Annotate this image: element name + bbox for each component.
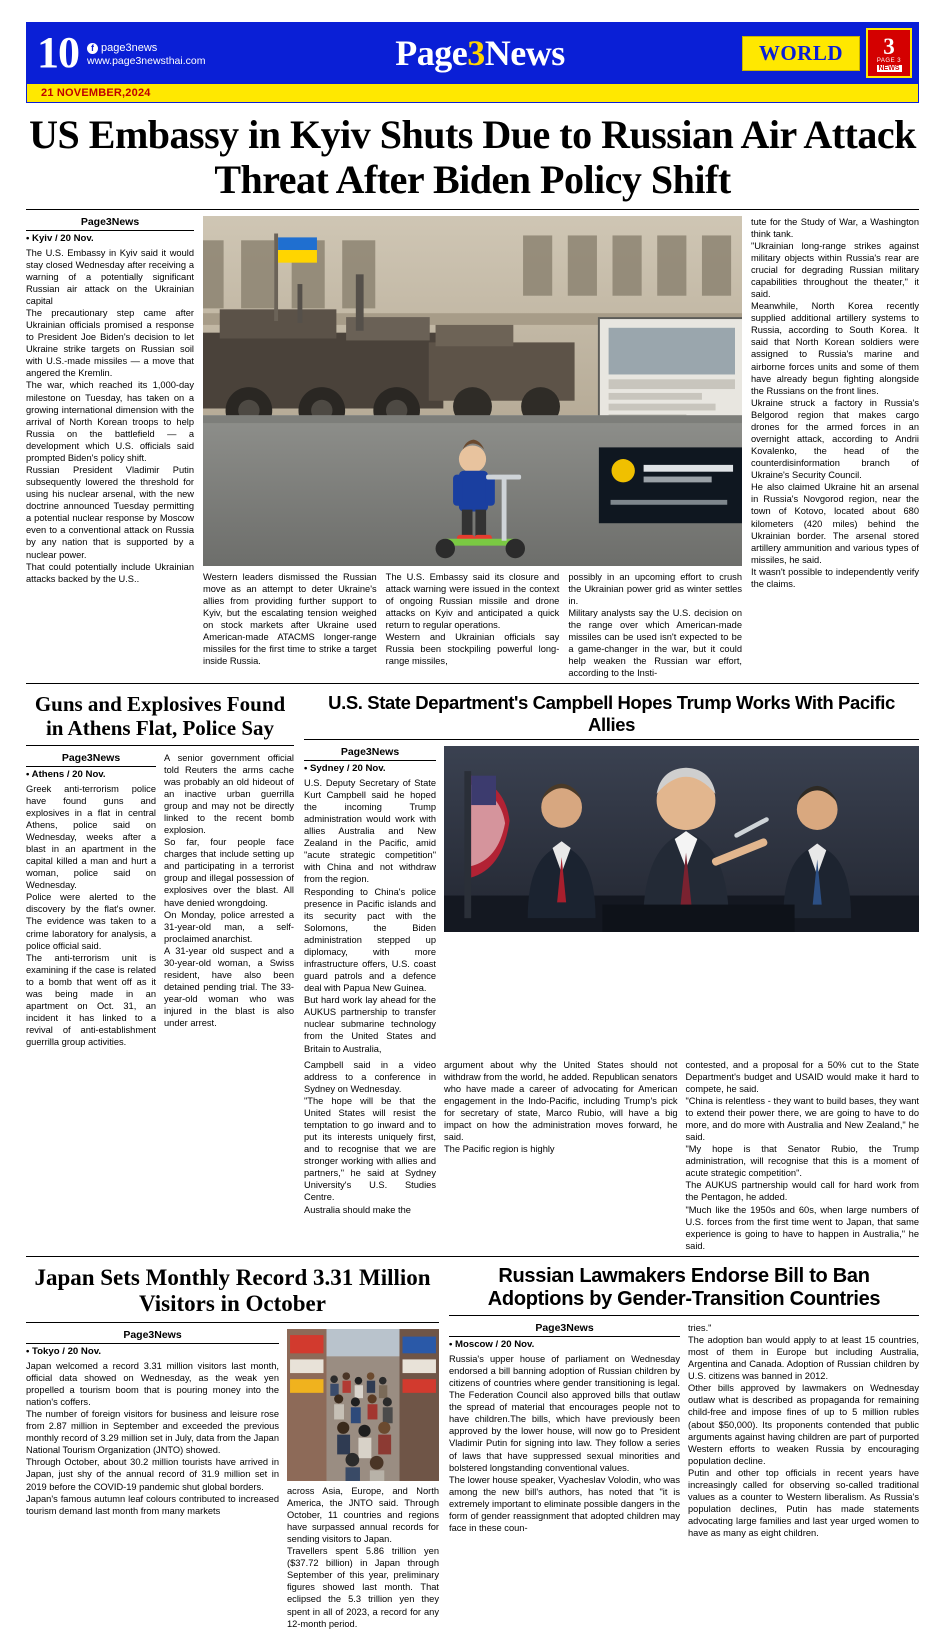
paper-title-num: 3 [467,33,485,73]
paragraph: Other bills approved by lawmakers on Wednesday outlaw what is described as propaganda for remaining child-free and impose fines of up to 5 million rubles (about $50,000). Its proponents contended that public arguments against having children are part of purported Western efforts to weaken Russia by encouraging population decline. [688,1383,919,1466]
paragraph: A senior government official told Reuters the arms cache was probably an old hideout of an inactive urban guerrilla group and may not be directly linked to the recent bomb explosion. [164,752,294,836]
paragraph: U.S. Deputy Secretary of State Kurt Campbell said he hoped the incoming Trump administration would work with allies Australia and New Zealand in the Pacific, amid "acute strategic competition" with China and not withdraw from the region. [304,777,436,885]
paragraph: Responding to China's police presence in Pacific islands and its security pact with the Solomons, the Biden administration stepped up diplomacy, with more infrastructure offers, U.S. coast guard patrols and a defence deal with Papua New Guinea. [304,886,436,994]
paragraph: Police were alerted to the discovery by the flat's owner. The evidence was taken to a crime laboratory for analysis, a police official said. [26,892,156,951]
divider [449,1315,919,1316]
section-tag: WORLD [742,36,860,71]
campbell-lower-col-3 [686,1059,920,1252]
lead-sub-col-2 [386,571,560,680]
paragraph: The adoption ban would apply to at least 15 countries, most of them in Europe but including Australia, Argentina and Canada. Adoption of Russian children by U.S. citizens was banned in 2012. [688,1334,919,1382]
paragraph: Greek anti-terrorism police have found guns and explosives in a flat in central Athens, police said on Wednesday, weeks after a blast in an apartment in the capital killed a man and hurt a woman, police said on Wednesday. [26,783,156,891]
lead-body-left [26,247,194,585]
campbell-lower-columns [304,1059,919,1252]
campbell-story [304,692,919,1252]
athens-story [26,692,294,1252]
masthead-center [242,23,718,83]
paragraph: That could potentially include Ukrainian attacks backed by the U.S.. [26,561,194,584]
japan-photo [287,1329,439,1481]
paragraph: The AUKUS partnership would call for hard work from the Pentagon, he added. [685,1180,919,1203]
athens-headline: Guns and Explosives Found in Athens Flat, Police Say [34,692,286,741]
divider [26,209,919,210]
japan-headline: Japan Sets Monthly Record 3.31 Million Visitors in October [34,1264,431,1317]
masthead [26,22,919,84]
masthead-right [718,23,918,83]
lead-headline: US Embassy in Kyiv Shuts Due to Russian Air Attack Threat After Biden Policy Shift [29,112,916,202]
lead-right-column [751,216,919,680]
byline-location: • Athens / 20 Nov. [26,768,106,780]
paragraph: "My hope is that Senator Rubio, the Trump administration, will recognise that this is a moment of acute strategic competition". [685,1144,919,1179]
byline-location: • Moscow / 20 Nov. [449,1338,535,1350]
lead-left-column [26,216,194,680]
byline-location: • Kyiv / 20 Nov. [26,232,94,244]
paragraph: possibly in an upcoming effort to crush the Ukrainian power grid as winter settles in. [568,571,742,606]
campbell-photo-wrap [444,746,919,1055]
divider [304,739,919,740]
paragraph: A 31-year old suspect and a 30-year-old woman, a Swiss resident, have also been detained pending trial. The 33-year-old woman who was injured in the blast is also under arrest. [164,945,294,1029]
lead-center-column [203,216,742,680]
paragraph: So far, four people face charges that include setting up and participating in a terrorist group and illegal possession of explosives over the blast. All have denied wrongdoing. [164,837,294,908]
divider [26,1322,439,1323]
paragraph: Military analysts say the U.S. decision on the range over which American-made missiles can be used isn't expected to be a game-changer in the war, but it could help weaken the Russian war effort, according to the Insti- [568,607,742,679]
paragraph: Japan's famous autumn leaf colours contributed to increased tourism demand last month from many markets [26,1493,279,1516]
paragraph: Through October, about 30.2 million tourists have arrived in Japan, just shy of the annual record of 31.9 million set in 2019 before the COVID-19 pandemic shut global borders. [26,1457,279,1492]
masthead-site-info [87,38,205,69]
masthead-left [27,23,242,83]
date-bar [26,84,919,103]
campbell-col-1 [304,746,436,1055]
paragraph: Australia should make the [304,1204,411,1215]
russia-col-1 [449,1322,680,1539]
facebook-icon: f [87,43,98,54]
russia-adoption-headline: Russian Lawmakers Endorse Bill to Ban Adoptions by Gender-Transition Countries [487,1264,881,1310]
logo-news-label: NEWS [878,64,900,72]
athens-col-2 [164,752,294,1049]
divider [26,1256,919,1257]
paragraph: "Much like the 1950s and 60s, when large numbers of U.S. forces from the first time went to Japan, that same experience is going to have to happen in Australia," he said. [685,1204,919,1251]
social-handle: page3news [101,41,158,54]
byline [26,216,194,244]
byline-source: Page3News [340,745,400,758]
byline-location: • Tokyo / 20 Nov. [26,1345,101,1357]
paragraph: Meanwhile, North Korea recently supplied additional artillery systems to Russia, according to South Korea. It said that North Korean soldiers were assigned to Russia's marine and airborne forces units and some of them have already begun fighting alongside the Russians on the front lines. [751,301,919,396]
paragraph: The U.S. Embassy said its closure and attack warning were issued in the context of ongoing Russian missile and drone attacks on Kyiv and anticipated a quick return to regular operations. [385,571,560,630]
paragraph: Japan welcomed a record 3.31 million visitors last month, official data showed on Wednesday, as the weak yen propelled a tourism boom that is pouring money into the nation's coffers. [26,1360,279,1407]
logo-subtitle: PAGE 3 [876,57,902,64]
campbell-headline: U.S. State Department's Campbell Hopes Trump Works With Pacific Allies [328,692,895,735]
paragraph: He also claimed Ukraine hit an arsenal in Russia's Novgorod region, near the town of Kotovo, located about 680 kilometers (420 miles) behind the Ukrainian border. The arsenal stored artillery ammunition and various types of missiles, he said. [751,482,919,565]
publication-date: 21 NOVEMBER,2024 [41,87,151,99]
paragraph: Campbell said in a video address to a conference in Sydney on Wednesday. [304,1059,436,1094]
section-three [26,1265,919,1630]
paragraph: "China is relentless - they want to build bases, they want to extend their power there, we are going to have to do more, and do more with Australia and New Zealand," he said. [685,1095,919,1143]
paragraph: Western and Ukrainian officials say Russia been stockpiling powerful long-range missiles, [385,631,560,667]
divider [26,745,294,746]
paragraph: Travellers spent 5.86 trillion yen ($37.72 billion) in Japan through September of this year, preliminary figures showed last month. That eclipsed the 5.3 trillion yen they spent in all of 2023, a record for any 12-month period. [287,1546,439,1629]
russia-adoption-story [449,1265,919,1630]
byline-location: • Sydney / 20 Nov. [304,762,386,774]
paragraph: across Asia, Europe, and North America, the JNTO said. Through October, 11 countries and regions have surpassed annual records for sending visitors to Japan. [287,1485,439,1545]
logo-number: 3 [883,33,895,59]
campbell-lower-col-1 [304,1059,436,1252]
page3-logo [866,28,912,78]
lead-sub-col-1 [203,571,377,680]
paper-title-right: News [484,33,565,73]
japan-col-1 [26,1329,279,1630]
paragraph: But hard work lay ahead for the AUKUS partnership to transfer nuclear submarine technology from the United States and Britain to Australia, [304,995,436,1054]
byline-source: Page3News [535,1321,594,1334]
paragraph: tries." [688,1322,712,1333]
japan-story [26,1265,439,1630]
japan-col-2 [287,1329,439,1630]
paragraph: Western leaders dismissed the Russian move as an attempt to deter Ukraine's allies from providing further support to Kyiv, but the escalating tension weighed on stock markets after Ukraine used American-made ATACMS longer-range missiles for the first time to strike a target inside Russia. [203,571,377,667]
paragraph: Ukraine struck a factory in Russia's Belgorod region that makes cargo drones for the armed forces in an overnight attack, according to Andrii Kovalenko, the head of the counterdisinformation branch of Ukraine's Security Council. [751,397,919,481]
paragraph: The U.S. Embassy in Kyiv said it would stay closed Wednesday after receiving a warning of a potentially significant Russian air attack on the Ukrainian capital [26,247,194,306]
campbell-lower-col-2 [444,1059,678,1252]
lead-subcolumns [203,571,742,680]
page-number: 10 [37,28,79,77]
paper-title-left: Page [395,33,468,73]
paragraph: argument about why the United States should not withdraw from the world, he added. Republican senators who have made a career of advocating for American engagement in the Indo-Pacific, including Trump's pick for secretary of state, Marco Rubio, will have a big impact on how the administration moves forward, he said. [444,1059,678,1143]
paragraph: The lower house speaker, Vyacheslav Volodin, who was among the new bill's authors, has noted that "it is extremely important to eliminate possible dangers in the form of gender reassignment that adopted children may face in these coun- [449,1474,680,1533]
lead-photo [203,216,742,566]
byline [26,752,156,780]
lead-sub-col-3 [568,571,742,680]
paragraph: "The hope will be that the United States will resist the temptation to go inward and to put its interests uniquely first, and to recognise that we are stronger working with allies and partners," he said at Sydney University's U.S. Studies Centre. [304,1095,436,1203]
byline-source: Page3News [123,1328,182,1341]
lead-story [26,216,919,680]
paper-title [395,32,564,74]
paragraph: It wasn't possible to independently verify the claims. [751,566,919,589]
paragraph: The war, which reached its 1,000-day milestone on Tuesday, has taken on a growing international dimension with the arrival of North Korean troops to help Russia on the battlefield — a development which U.S. officials said prompted Biden's policy shift. [26,380,194,463]
byline-source: Page3News [80,215,140,228]
website-url[interactable]: www.page3newsthai.com [87,55,206,68]
byline-source: Page3News [61,751,121,764]
russia-col-2 [688,1322,919,1539]
japan-col-2-text [287,1485,439,1630]
paragraph: The number of foreign visitors for business and leisure rose from 2.87 million in September and exceeded the previous monthly record of 3.29 million set in July, data from the Japan National Tourism Organization (JNTO) showed. [26,1409,279,1456]
paragraph: The anti-terrorism unit is examining if the case is related to a bomb that went off as it was being made in an apartment on Oct. 31, an incident it has linked to a revival of anti-establishment guerrilla group activities. [26,952,156,1048]
athens-col-1 [26,752,156,1049]
paragraph: Putin and other top officials in recent years have increasingly called for observing so-called traditional values as a counter to Western liberalism. As Russia's population declines, Putin has made statements advocating large families and last year urged women to have as many as eight children. [688,1467,919,1539]
byline [304,746,436,774]
paragraph: contested, and a proposal for a 50% cut to the State Department's budget and USAID would make it hard to compete, he said. [685,1059,919,1094]
paragraph: Russia's upper house of parliament on Wednesday endorsed a bill banning adoption of Russian children by citizens of countries where gender transitioning is legal. The Federation Council also approved bills that outlaw the spread of material that encourages people not to have children.The bills, which have previously been approved by the lower house, will now go to President Vladimir Putin for signing into law. They follow a series of laws that have suppressed sexual minorities and bolstered longstanding conventional values. [449,1353,680,1473]
paragraph: On Monday, police arrested a 31-year-old man, a self-proclaimed anarchist. [164,909,294,944]
paragraph: Russian President Vladimir Putin subsequently lowered the threshold for using his nuclear arsenal, with the new doctrine announced Tuesday permitting a potential nuclear response by Moscow even to a conventional attack on Russia by any nation that is supported by a nuclear power. [26,465,194,560]
paragraph: tute for the Study of War, a Washington think tank. [751,216,919,239]
campbell-photo [444,746,919,932]
paragraph: "Ukrainian long-range strikes against military objects within Russia's rear are crucial for degrading Russian military capabilities throughout the theater," it said. [751,240,919,300]
byline [26,1329,279,1357]
byline [449,1322,680,1350]
section-two [26,692,919,1252]
paragraph: The precautionary step came after Ukrainian officials promised a response to President Joe Biden's decision to let Ukraine strike targets on Russian soil with U.S.-made missiles — a move that angered the Kremlin. [26,307,194,379]
divider [26,683,919,684]
paragraph: The Pacific region is highly [444,1144,555,1155]
